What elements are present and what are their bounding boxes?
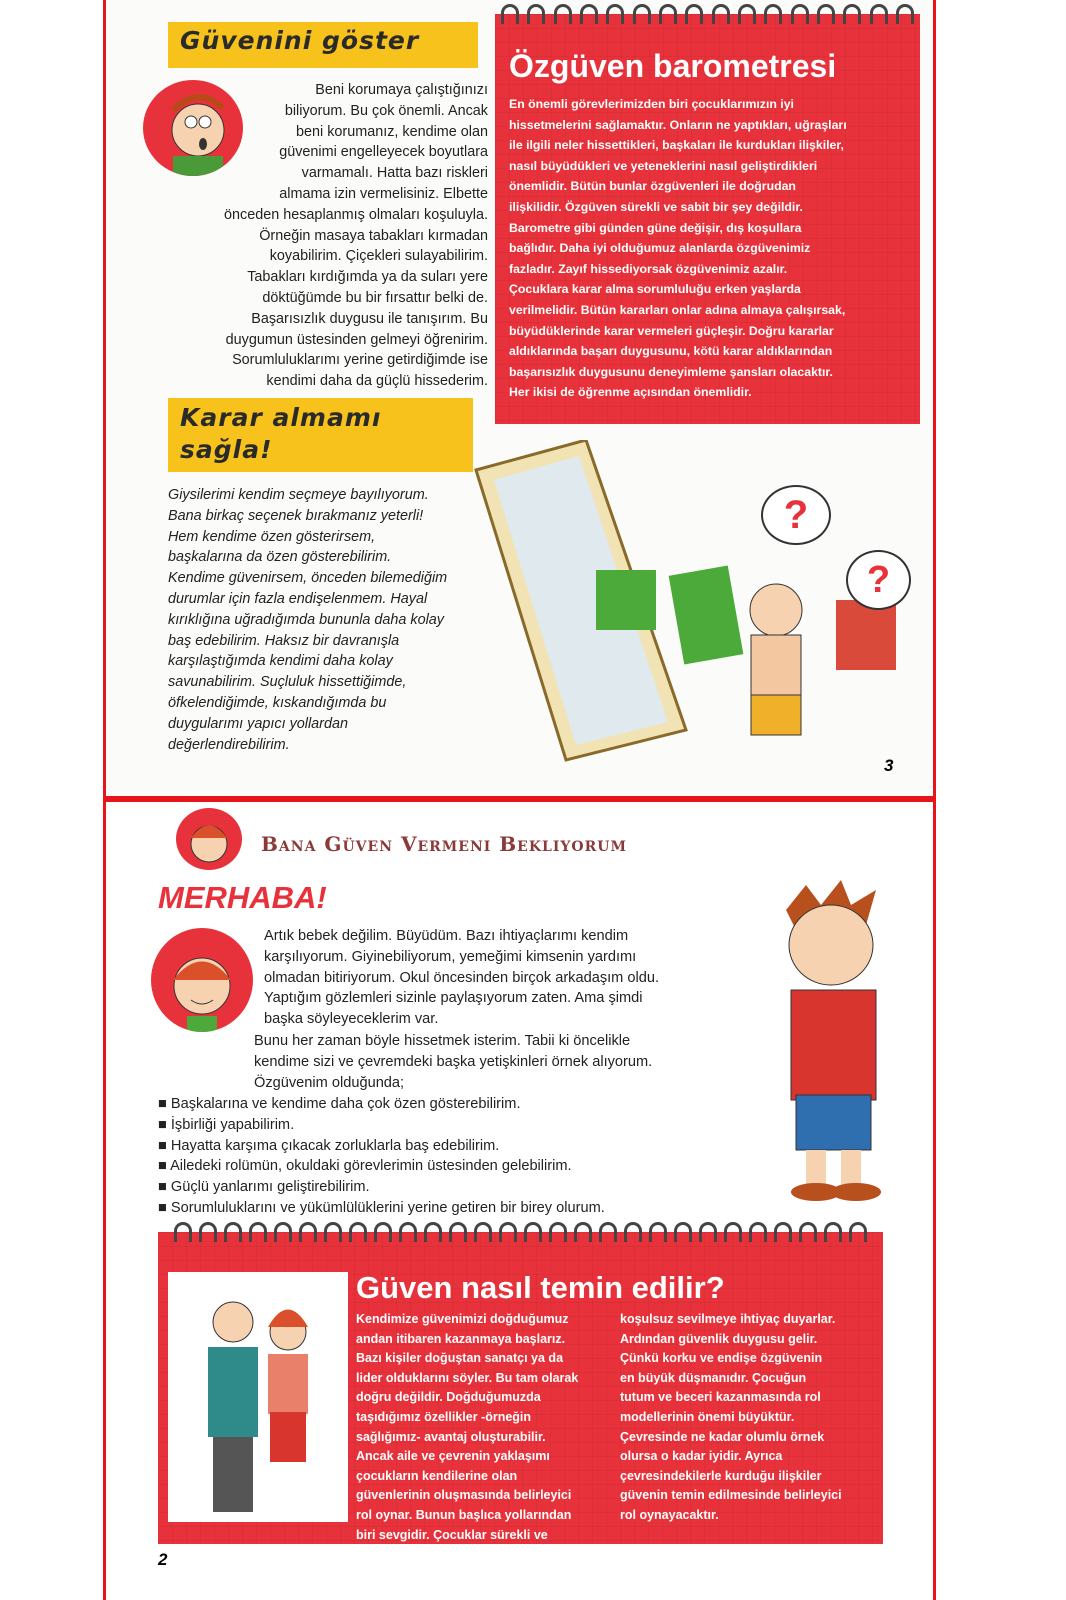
paragraph: Bunu her zaman böyle hissetmek isterim. Tabii ki öncelikle kendime sizi ve çevremdeki başka yetişkinleri örnek alıyorum. Özgüvenim olduğunda; bbox=[254, 1033, 653, 1091]
bullet-item: ■ Sorumluluklarını ve yükümlülüklerini yerine getiren bir birey olurum. bbox=[158, 1199, 605, 1216]
banner-guvenini-goster: Güvenini göster bbox=[168, 22, 478, 68]
page-header: Bana Güven Vermeni Bekliyorum bbox=[261, 832, 627, 856]
bullet-text: İşbirliği yapabilirim. bbox=[170, 1116, 295, 1133]
girl-avatar bbox=[151, 928, 253, 1032]
mirror-illustration bbox=[436, 440, 936, 780]
bullet-item: ■ İşbirliği yapabilirim. bbox=[158, 1116, 295, 1133]
bullet-item: ■ Hayatta karşıma çıkacak zorluklarla baş edebilirim. bbox=[158, 1137, 500, 1154]
bullet-text: Ailedeki rolümün, okuldaki görevlerimin üstesinden gelebilirim. bbox=[170, 1158, 572, 1175]
paragraph-karar: Giysilerimi kendim seçmeye bayılıyorum. Bana birkaç seçenek bırakmanız yeterli! Hem kendime özen gösterirsem, başkalarına da özen gösterebilirim. Kendime güvenirsem, önceden bilemediğim durumlar için fazla endişelenmem. Hayal kırıklığına uğradığımda bununla daha kolay baş edebilirim. Haksız bir davranışla karşılaştığımda kendimi daha kolay savunabilirim. Suçluluk hissettiğimde, öfkelendiğimde, kıskandığımda bu duygularımı yapıcı yollardan değerlendirebilirim. bbox=[168, 487, 448, 753]
bullet-item: ■ Başkalarına ve kendime daha çok özen gösterebilirim. bbox=[158, 1096, 521, 1112]
box-title: Özgüven barometresi bbox=[509, 48, 837, 84]
page-number: 3 bbox=[884, 756, 894, 775]
bullet-text: Başkalarına ve kendime daha çok özen gösterebilirim. bbox=[170, 1096, 521, 1112]
bullet-list bbox=[158, 1094, 758, 1219]
bullet-text: Güçlü yanlarımı geliştirebilirim. bbox=[170, 1179, 370, 1196]
paragraph-guvenini-goster: Beni korumaya çalıştığınızı biliyorum. Bu çok önemli. Ancak beni korumanız, kendime olan güvenimi engelleyecek boyutlara varmamalı. Hatta bazı riskleri almama izin vermelisiniz. Elbette önceden hesaplanmış olmaları koşuluyla. Örneğin masaya tabakları kırmadan koyabilirim. Çiçekleri sulayabilirim. Tabakları kırdığımda ya da suları yere döktüğümde bu bir fırsattır belki de. Başarısızlık duygusu ile tanışırım. Bu duygumun üstesinden gelmeyi öğrenirim. Sorumluluklarımı yerine getirdiğimde ise kendimi daha da güçlü hissederim. bbox=[224, 82, 488, 390]
page-3 bbox=[103, 0, 936, 799]
page-number: 2 bbox=[158, 1550, 168, 1569]
boy-illustration bbox=[746, 880, 906, 1210]
girl-header-avatar bbox=[176, 808, 242, 870]
box-title: Güven nasıl temin edilir? bbox=[356, 1270, 725, 1305]
box-column-2: koşulsuz sevilmeye ihtiyaç duyarlar. Ardından güvenlik duygusu gelir. Çünkü korku ve endişe özgüvenin en büyük düşmanıdır. Çocuğun tutum ve beceri kazanmasında rol modellerinin önemi büyüktür. Çevresinde ne kadar olumlu örnek olursa o kadar iyidir. Ayrıca çevresindekilerle kurduğu ilişkiler güvenin temin edilmesinde belirleyici rol oynayacaktır. bbox=[620, 1312, 842, 1522]
barometer-box bbox=[495, 14, 920, 424]
trust-box bbox=[158, 1232, 883, 1544]
bullet-text: Sorumluluklarını ve yükümlülüklerini yerine getiren bir birey olurum. bbox=[170, 1199, 605, 1216]
banner-karar-almami-sagla: Karar almamı sağla! bbox=[168, 398, 473, 472]
question-bubble: ? bbox=[846, 550, 911, 610]
intro-text: Artık bebek değilim. Büyüdüm. Bazı ihtiyaçlarımı kendim karşılıyorum. Giyinebiliyorum, yemeğimi kimsenin yardımı olmadan bitiriyorum. Okul öncesinden birçok arkadaşım oldu. Yaptığım gözlemleri sizinle paylaşıyorum zaten. Ama şimdi başka söyleyeceklerim var. bbox=[264, 928, 660, 1028]
box-column-1: Kendimize güvenimizi doğduğumuz andan itibaren kazanmaya başlarız. Bazı kişiler doğuştan sanatçı ya da lider olduklarını söyler. Bu tam olarak doğru değildir. Doğduğumuzda taşıdığımız özellikler -örneğin sağlığımız- avantaj oluşturabilir. Ancak aile ve çevrenin yaklaşımı çocukların kendilerine olan güvenlerinin oluşmasında belirleyici rol oynar. Bunun başlıca yollarından biri sevgidir. Çocuklar sürekli ve bbox=[356, 1312, 579, 1542]
question-bubble: ? bbox=[761, 485, 831, 545]
spiral-binding bbox=[174, 1222, 867, 1244]
family-illustration bbox=[168, 1272, 348, 1522]
spiral-binding bbox=[501, 4, 914, 26]
box-text: En önemli görevlerimizden biri çocuklarımızın iyi hissetmelerini sağlamaktır. Onların ne yaptıkları, uğraşları ile ilgili neler hissettikleri, başkaları ile kurdukları ilişkiler, nasıl büyüdükleri ve yeteneklerini nasıl geliştirdikleri önemlidir. Bütün bunlar özgüvenleri ile doğrudan ilişkilidir. Özgüven sürekli ve sabit bir şey değildir. Barometre gibi günden güne değişir, dış koşullara bağlıdır. Daha iyi olduğumuz alanlarda özgüvenimiz fazladır. Zayıf hissediyorsak özgüvenimiz azalır. Çocuklara karar alma sorumluluğu erken yaşlarda verilmelidir. Bütün kararları onlar adına almaya çalışırsak, büyüdüklerinde karar vermeleri güçleşir. Doğru kararlar aldıklarında başarı duygusunu, kötü karar aldıklarından başarısızlık duygusunu deneyimleme şansları olacaktır. Her ikisi de öğrenme açısından önemlidir. bbox=[509, 97, 847, 400]
greeting: MERHABA! bbox=[158, 880, 327, 915]
bullet-text: Hayatta karşıma çıkacak zorluklarla baş edebilirim. bbox=[170, 1137, 500, 1154]
bullet-item: ■ Ailedeki rolümün, okuldaki görevlerimin üstesinden gelebilirim. bbox=[158, 1158, 572, 1175]
bullet-item: ■ Güçlü yanlarımı geliştirebilirim. bbox=[158, 1179, 370, 1196]
page-2 bbox=[103, 799, 936, 1600]
